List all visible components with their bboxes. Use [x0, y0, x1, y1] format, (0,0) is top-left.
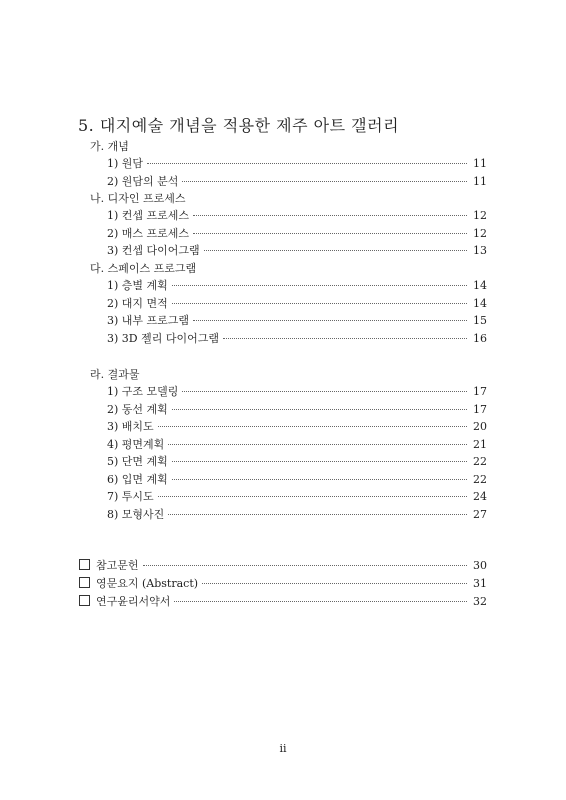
toc-entry[interactable]: [107, 471, 487, 487]
toc-entry-page: 13: [473, 244, 487, 257]
leader-dots: [168, 514, 467, 515]
toc-entry-page: 16: [473, 332, 487, 345]
leader-dots: [193, 233, 467, 234]
toc-entry-appendix[interactable]: [79, 593, 487, 609]
toc-entry-label: 참고문헌: [96, 559, 139, 572]
toc-entry-page: 12: [473, 227, 487, 240]
toc-entry-page: 30: [473, 559, 487, 572]
section-heading-results: 라. 결과물: [90, 368, 140, 381]
leader-dots: [193, 320, 467, 321]
leader-dots: [182, 181, 467, 182]
toc-entry[interactable]: [107, 488, 487, 504]
toc-entry-label: 6) 입면 계획: [107, 473, 168, 486]
toc-entry-label: 3) 3D 젤리 다이어그램: [107, 332, 219, 345]
checkbox-square-icon: [79, 577, 90, 588]
toc-entry-page: 11: [473, 175, 487, 188]
chapter-title: 5. 대지예술 개념을 적용한 제주 아트 갤러리: [78, 116, 400, 135]
toc-entry[interactable]: [107, 155, 487, 171]
toc-entry-page: 11: [473, 157, 487, 170]
leader-dots: [158, 496, 467, 497]
toc-entry-label: 2) 동선 계획: [107, 403, 168, 416]
toc-entry-label: 1) 구조 모델링: [107, 385, 179, 398]
leader-dots: [172, 461, 467, 462]
toc-entry-label: 연구윤리서약서: [96, 595, 171, 608]
toc-entry[interactable]: [107, 436, 487, 452]
toc-entry[interactable]: [107, 453, 487, 469]
toc-entry-page: 21: [473, 438, 487, 451]
toc-entry[interactable]: [107, 225, 487, 241]
toc-entry-page: 24: [473, 490, 487, 503]
toc-entry-page: 12: [473, 209, 487, 222]
toc-entry-page: 14: [473, 279, 487, 292]
toc-entry-page: 14: [473, 297, 487, 310]
toc-entry[interactable]: [107, 207, 487, 223]
leader-dots: [223, 338, 467, 339]
leader-dots: [174, 601, 467, 602]
page-number: ii: [279, 742, 287, 755]
leader-dots: [158, 426, 467, 427]
toc-entry-page: 15: [473, 314, 487, 327]
toc-entry-appendix[interactable]: [79, 557, 487, 573]
toc-entry-page: 17: [473, 385, 487, 398]
toc-entry-page: 22: [473, 455, 487, 468]
leader-dots: [193, 215, 467, 216]
leader-dots: [172, 409, 467, 410]
toc-entry-label: 3) 배치도: [107, 420, 154, 433]
toc-entry-label: 영문요지 (Abstract): [96, 577, 199, 590]
section-heading-space-program: 다. 스페이스 프로그램: [90, 262, 197, 275]
toc-entry[interactable]: [107, 242, 487, 258]
toc-entry[interactable]: [107, 401, 487, 417]
toc-entry-label: 3) 컨셉 다이어그램: [107, 244, 200, 257]
leader-dots: [172, 303, 467, 304]
toc-entry[interactable]: [107, 418, 487, 434]
toc-entry-page: 17: [473, 403, 487, 416]
toc-entry[interactable]: [107, 173, 487, 189]
toc-entry[interactable]: [107, 383, 487, 399]
leader-dots: [202, 583, 467, 584]
toc-entry-label: 1) 컨셉 프로세스: [107, 209, 190, 222]
toc-entry-label: 1) 원담: [107, 157, 144, 170]
toc-entry-label: 3) 내부 프로그램: [107, 314, 190, 327]
toc-entry-page: 27: [473, 508, 487, 521]
leader-dots: [204, 250, 467, 251]
toc-entry-label: 2) 대지 면적: [107, 297, 168, 310]
section-heading-design-process: 나. 디자인 프로세스: [90, 192, 186, 205]
toc-entry-page: 20: [473, 420, 487, 433]
leader-dots: [168, 444, 467, 445]
checkbox-square-icon: [79, 595, 90, 606]
leader-dots: [172, 285, 467, 286]
toc-entry-label: 2) 매스 프로세스: [107, 227, 190, 240]
leader-dots: [143, 565, 467, 566]
toc-entry[interactable]: [107, 312, 487, 328]
toc-entry-label: 7) 투시도: [107, 490, 154, 503]
toc-entry-label: 2) 원담의 분석: [107, 175, 179, 188]
toc-entry[interactable]: [107, 330, 487, 346]
leader-dots: [172, 479, 467, 480]
leader-dots: [182, 391, 467, 392]
toc-entry-label: 1) 층별 계획: [107, 279, 168, 292]
toc-entry-label: 5) 단면 계획: [107, 455, 168, 468]
toc-entry[interactable]: [107, 295, 487, 311]
toc-entry-appendix[interactable]: [79, 575, 487, 591]
toc-entry[interactable]: [107, 506, 487, 522]
checkbox-square-icon: [79, 559, 90, 570]
toc-entry-page: 31: [473, 577, 487, 590]
toc-entry-label: 8) 모형사진: [107, 508, 165, 521]
section-heading-concept: 가. 개념: [90, 140, 129, 153]
toc-entry[interactable]: [107, 277, 487, 293]
leader-dots: [147, 163, 467, 164]
toc-entry-page: 32: [473, 595, 487, 608]
toc-entry-page: 22: [473, 473, 487, 486]
toc-entry-label: 4) 평면계획: [107, 438, 165, 451]
